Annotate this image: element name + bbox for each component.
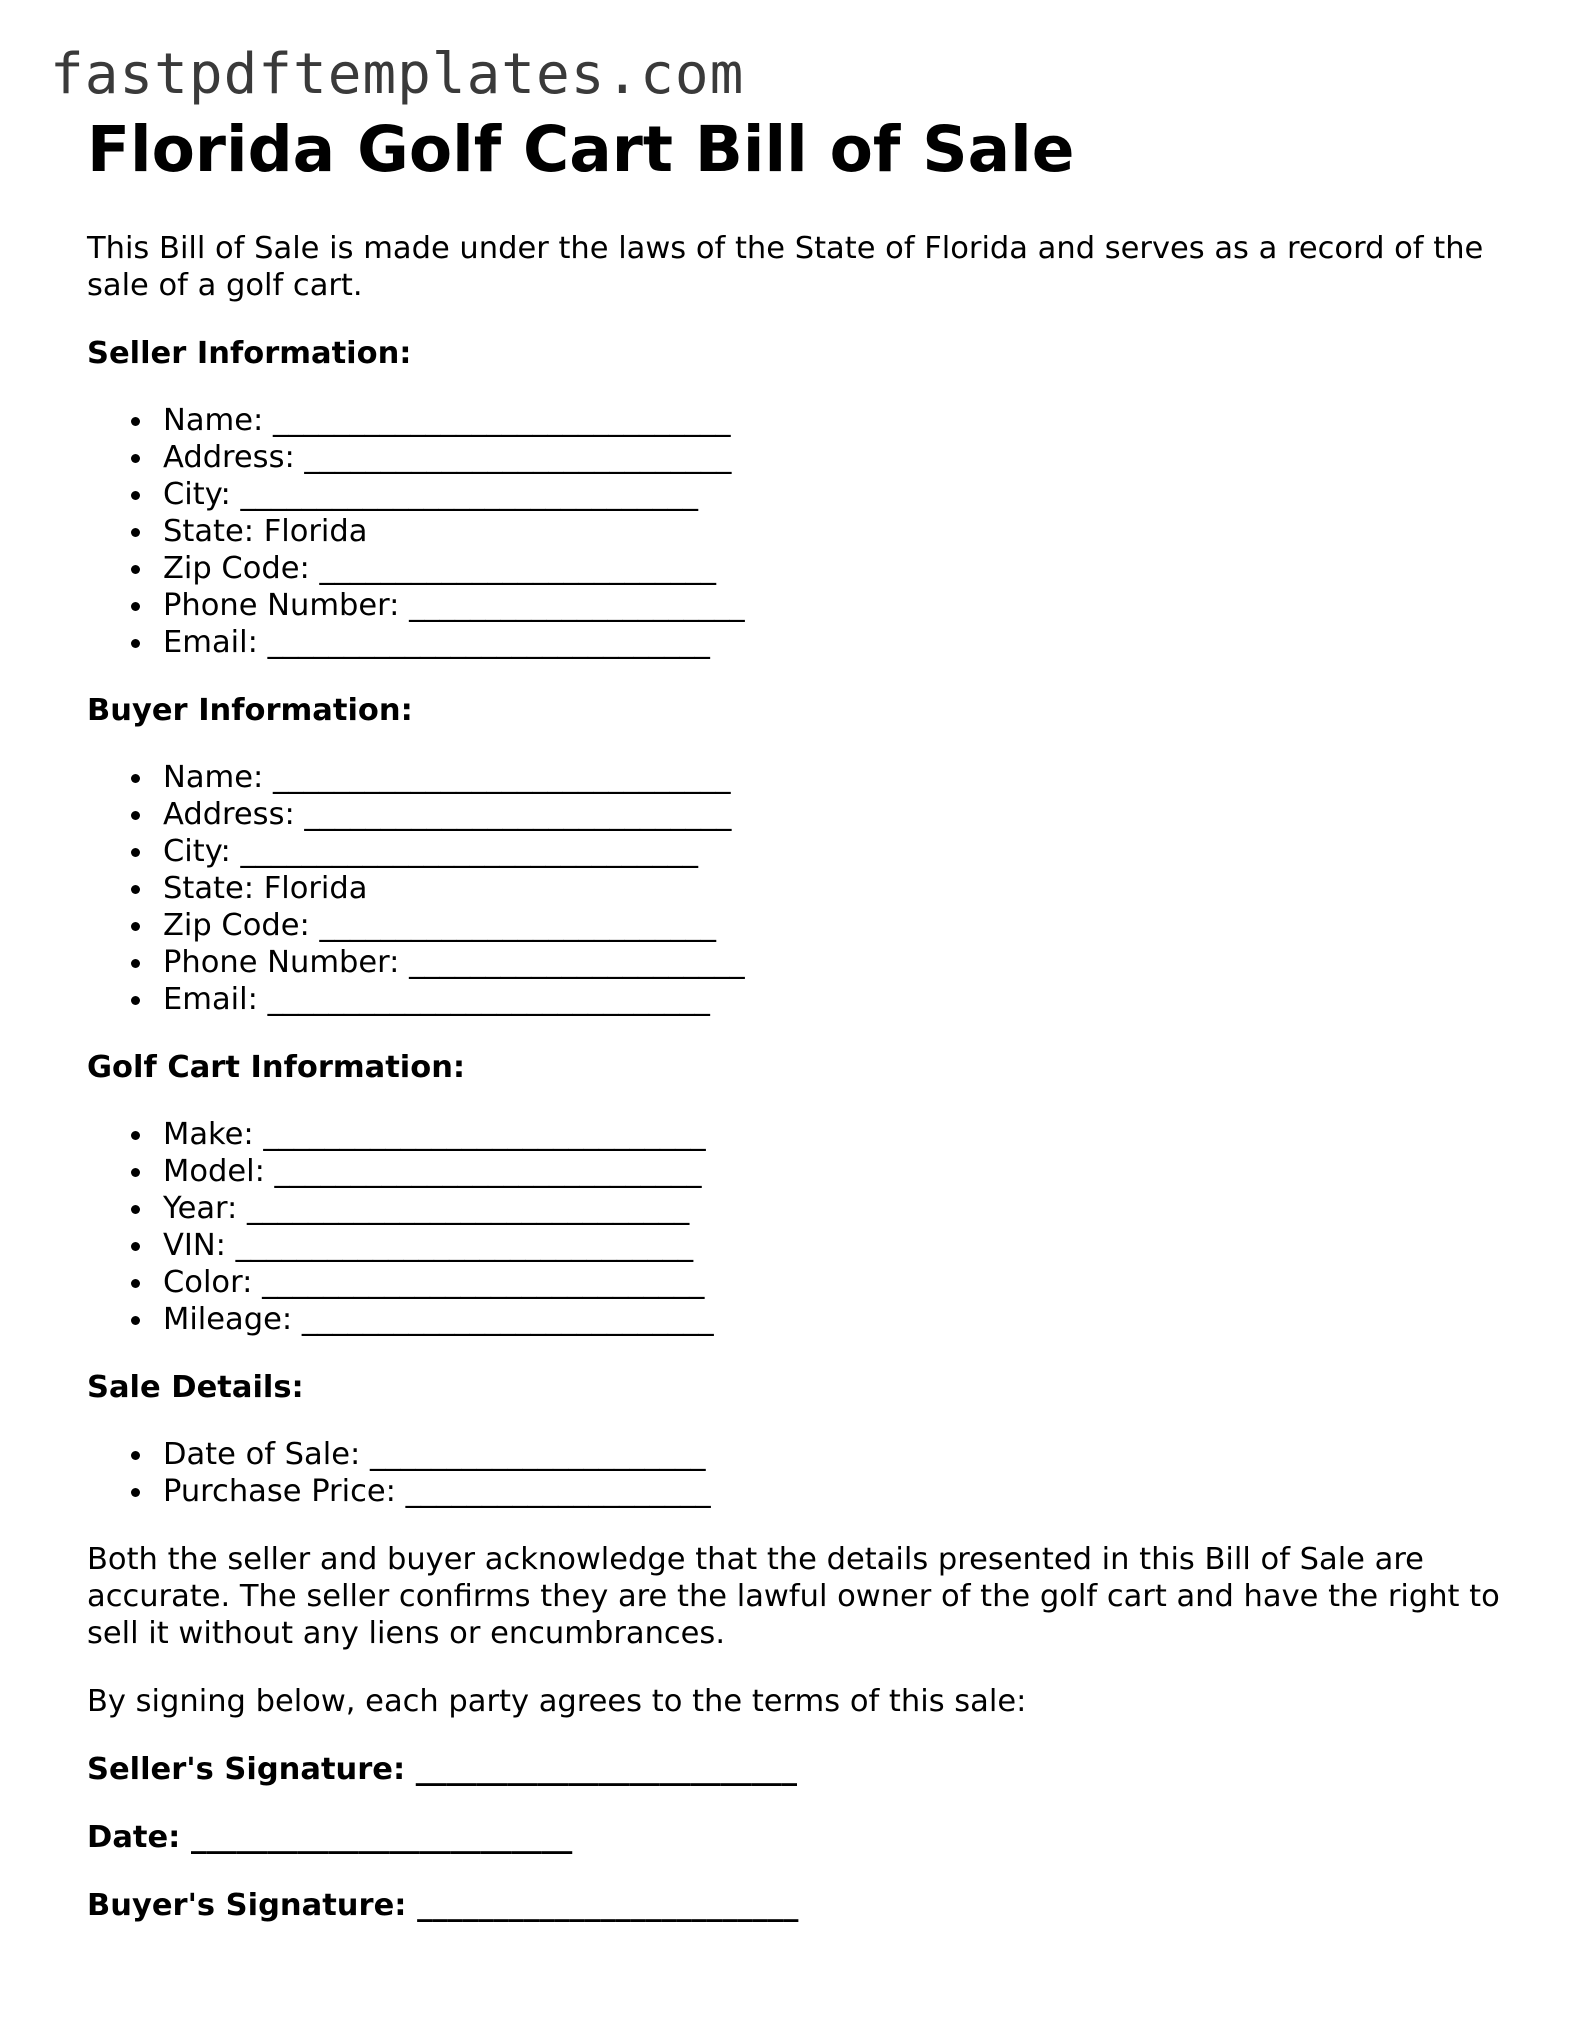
seller-phone-field[interactable]: Phone Number: ______________________	[163, 587, 1507, 624]
intro-paragraph: This Bill of Sale is made under the laws of the State of Florida and serves as a record of the sale of a golf cart.	[87, 231, 1484, 303]
seller-section-heading: Seller Information:	[87, 336, 412, 371]
document-title: Florida Golf Cart Bill of Sale	[87, 113, 1075, 186]
cart-make-field[interactable]: Make: _____________________________	[163, 1116, 1507, 1153]
watermark: fastpdftemplates.com	[50, 42, 745, 107]
acknowledgment-paragraph: Both the seller and buyer acknowledge that the details presented in this Bill of Sale are accurate. The seller confirms they are the lawful owner of the golf cart and have the right to sell it without any liens or encumbrances.	[87, 1542, 1500, 1651]
cart-mileage-field[interactable]: Mileage: ___________________________	[163, 1301, 1507, 1338]
seller-signature-field[interactable]: Seller's Signature: _________________________	[87, 1752, 798, 1787]
cart-model-field[interactable]: Model: ____________________________	[163, 1153, 1507, 1190]
buyer-city-field[interactable]: City: ______________________________	[163, 833, 1507, 870]
buyer-address-field[interactable]: Address: ____________________________	[163, 796, 1507, 833]
buyer-info-list	[87, 759, 1507, 1018]
buyer-email-field[interactable]: Email: _____________________________	[163, 981, 1507, 1018]
sale-details-list	[87, 1436, 1507, 1510]
seller-city-field[interactable]: City: ______________________________	[163, 476, 1507, 513]
golf-cart-section-heading: Golf Cart Information:	[87, 1050, 466, 1085]
buyer-zip-field[interactable]: Zip Code: __________________________	[163, 907, 1507, 944]
cart-year-field[interactable]: Year: _____________________________	[163, 1190, 1507, 1227]
cart-color-field[interactable]: Color: _____________________________	[163, 1264, 1507, 1301]
seller-zip-field[interactable]: Zip Code: __________________________	[163, 550, 1507, 587]
buyer-name-field[interactable]: Name: ______________________________	[163, 759, 1507, 796]
seller-address-field[interactable]: Address: ____________________________	[163, 439, 1507, 476]
sale-date-field[interactable]: Date of Sale: ______________________	[163, 1436, 1507, 1473]
seller-email-field[interactable]: Email: _____________________________	[163, 624, 1507, 661]
document-body	[87, 112, 1507, 1924]
buyer-phone-field[interactable]: Phone Number: ______________________	[163, 944, 1507, 981]
seller-state-field: State: Florida	[163, 513, 1507, 550]
buyer-state-field: State: Florida	[163, 870, 1507, 907]
cart-vin-field[interactable]: VIN: ______________________________	[163, 1227, 1507, 1264]
signature-date-field[interactable]: Date: _________________________	[87, 1820, 573, 1855]
agreement-paragraph: By signing below, each party agrees to the terms of this sale:	[87, 1684, 1027, 1719]
purchase-price-field[interactable]: Purchase Price: ____________________	[163, 1473, 1507, 1510]
buyer-section-heading: Buyer Information:	[87, 693, 413, 728]
seller-name-field[interactable]: Name: ______________________________	[163, 402, 1507, 439]
sale-section-heading: Sale Details:	[87, 1370, 304, 1405]
seller-info-list	[87, 402, 1507, 661]
golf-cart-info-list	[87, 1116, 1507, 1338]
buyer-signature-field[interactable]: Buyer's Signature: _________________________	[87, 1888, 799, 1923]
